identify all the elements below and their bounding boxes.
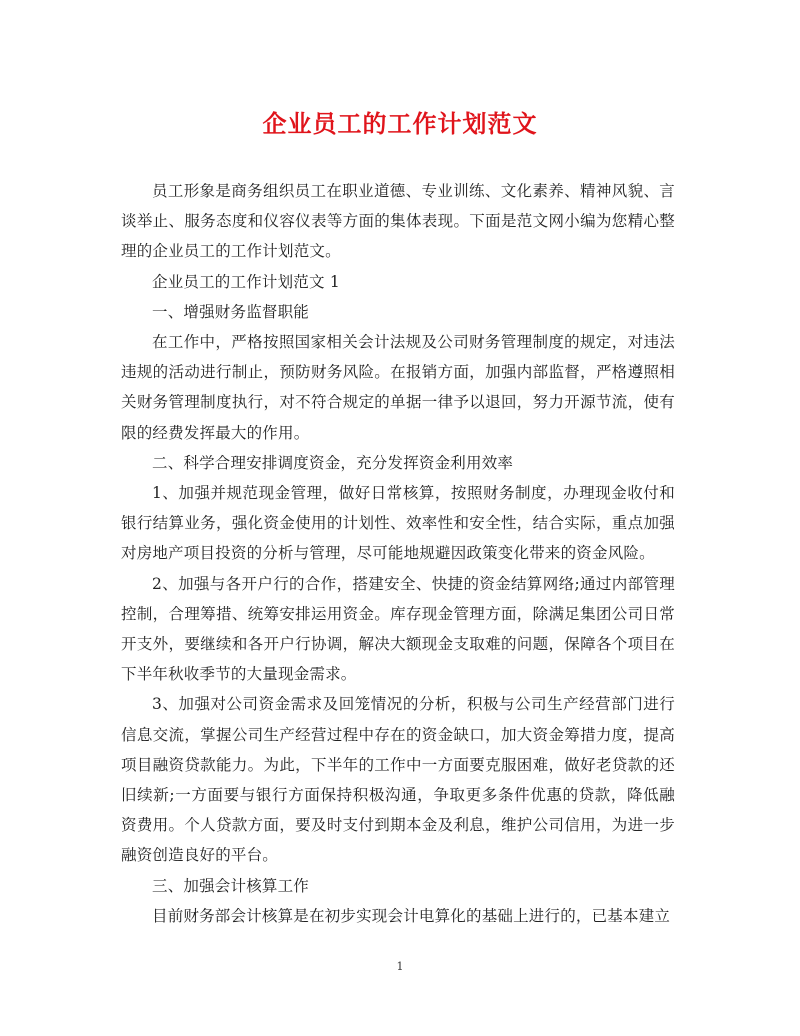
page-number: 1: [396, 960, 404, 973]
document-body: [121, 176, 675, 931]
paragraph-item-1: 1、加强并规范现金管理，做好日常核算，按照财务制度，办理现金收付和银行结算业务，强化资金使用的计划性、效率性和安全性，结合实际，重点加强对房地产项目投资的分析与管理，尽可能地规避因政策变化带来的资金风险。: [121, 484, 675, 563]
document-title: 企业员工的工作计划范文: [262, 109, 538, 138]
paragraph-item-2: 2、加强与各开户行的合作，搭建安全、快捷的资金结算网络;通过内部管理控制，合理筹措、统筹安排运用资金。库存现金管理方面，除满足集团公司日常开支外，要继续和各开户行协调，解决大额现金支取难的问题，保障各个项目在下半年秋收季节的大量现金需求。: [121, 574, 675, 684]
section-heading-plan-1: 企业员工的工作计划范文 1: [152, 272, 340, 291]
paragraph-intro: 员工形象是商务组织员工在职业道德、专业训练、文化素养、精神风貌、言谈举止、服务态度和仪容仪表等方面的集体表现。下面是范文网小编为您精心整理的企业员工的工作计划范文。: [121, 182, 675, 261]
paragraph-financial-supervision: 在工作中，严格按照国家相关会计法规及公司财务管理制度的规定，对违法违规的活动进行制止，预防财务风险。在报销方面，加强内部监督，严格遵照相关财务管理制度执行，对不符合规定的单据一律予以退回，努力开源节流，使有限的经费发挥最大的作用。: [121, 333, 675, 442]
section-heading-2: 二、科学合理安排调度资金，充分发挥资金利用效率: [152, 453, 514, 472]
paragraph-item-3: 3、加强对公司资金需求及回笼情况的分析，积极与公司生产经营部门进行信息交流，掌握公司生产经营过程中存在的资金缺口，加大资金筹措力度，提高项目融资贷款能力。为此，下半年的工作中一方面要克服困难，做好老贷款的还旧续新;一方面要与银行方面保持积极沟通，争取更多条件优惠的贷款，降低融资费用。个人贷款方面，要及时支付到期本金及利息，维护公司信用，为进一步融资创造良好的平台。: [121, 695, 675, 865]
section-heading-1: 一、增强财务监督职能: [152, 302, 310, 321]
section-heading-3: 三、加强会计核算工作: [152, 876, 310, 895]
paragraph-accounting: 目前财务部会计核算是在初步实现会计电算化的基础上进行的，已基本建立: [152, 906, 671, 925]
